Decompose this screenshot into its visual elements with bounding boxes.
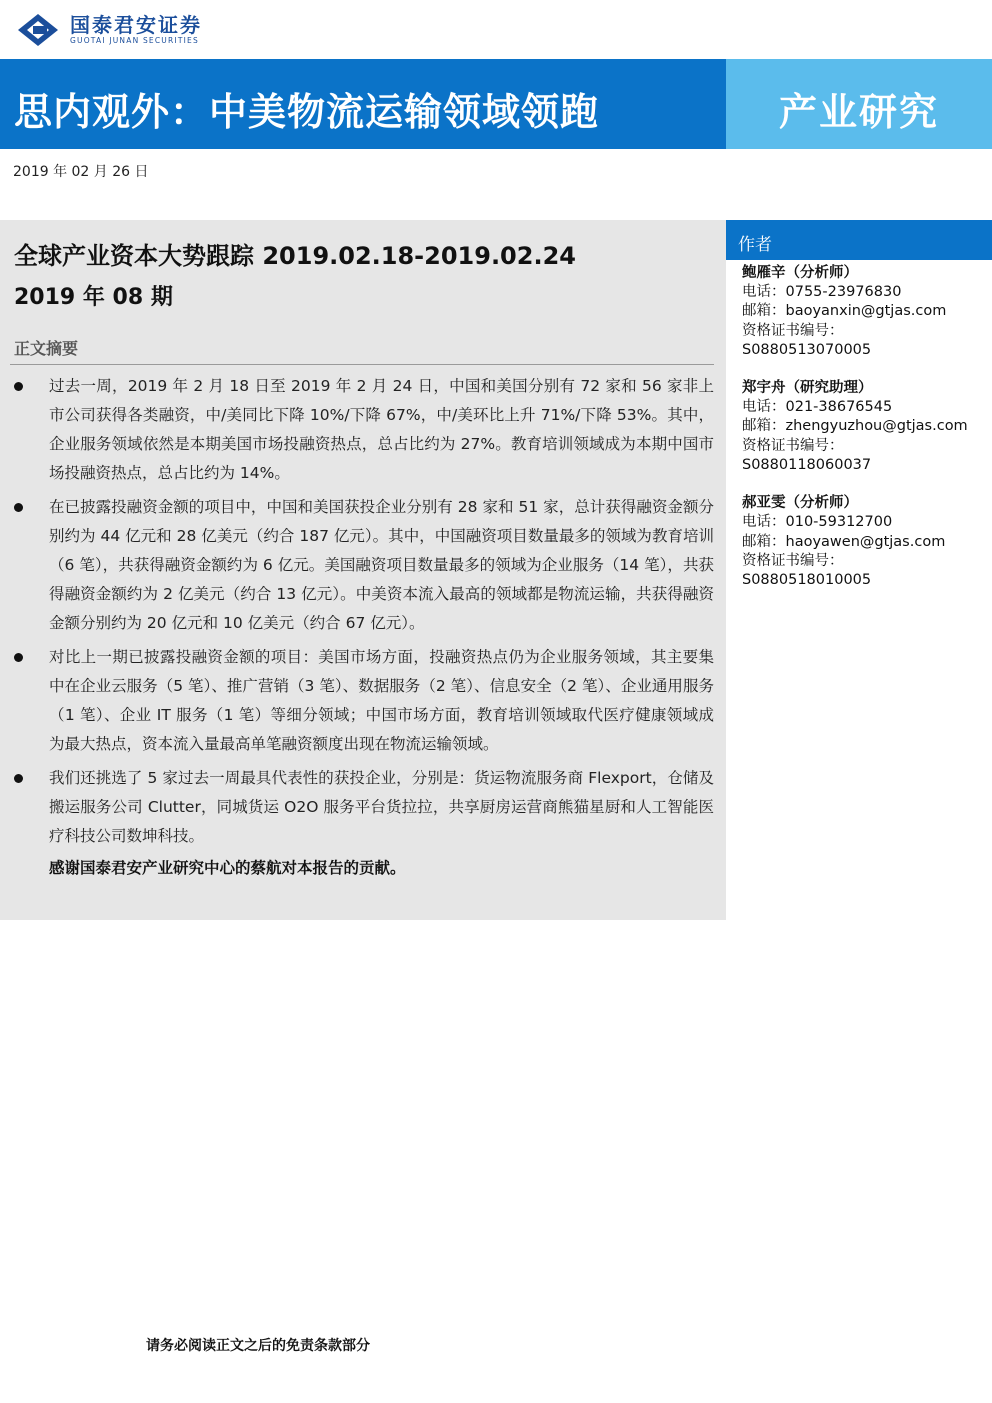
summary-text: 对比上一期已披露投融资金额的项目：美国市场方面，投融资热点仍为企业服务领域，其主要集中在企业云服务（5 笔）、推广营销（3 笔）、数据服务（2 笔）、信息安全（2 笔）、企业通用服务（1 笔）、企业 IT 服务（1 笔）等细分领域；中国市场方面，教育培训领域取代医疗健康领域成为最大热点，资本流入量最高单笔融资额度出现在物流运输领域。 (49, 648, 714, 753)
report-date: 2019 年 02 月 26 日 (13, 164, 149, 180)
bullet-icon (14, 774, 23, 783)
company-name-en: GUOTAI JUNAN SECURITIES (70, 36, 199, 45)
author-card (742, 379, 990, 475)
summary-text: 我们还挑选了 5 家过去一周最具代表性的获投企业，分别是：货运物流服务商 Flexport，仓储及搬运服务公司 Clutter，同城货运 O2O 服务平台货拉拉，共享厨房运营商熊猫星厨和人工智能医疗科技公司数坤科技。 (49, 769, 714, 845)
authors-header-label: 作者 (738, 235, 772, 255)
author-phone: 电话：0755-23976830 (742, 284, 902, 300)
summary-item (0, 643, 726, 759)
summary-item (0, 493, 726, 638)
author-email[interactable]: 邮箱：baoyanxin@gtjas.com (742, 303, 947, 320)
author-phone: 电话：021-38676545 (742, 399, 893, 416)
category-banner (726, 59, 992, 149)
summary-text: 在已披露投融资金额的项目中，中国和美国获投企业分别有 28 家和 51 家，总计获得融资金额分别约为 44 亿元和 28 亿美元（约合 187 亿元）。其中，中国融资项目数量最多的领域为教育培训（6 笔），共获得融资金额约为 6 亿元。美国融资项目数量最多的领域为企业服务（14 笔），共获得融资金额约为 2 亿美元（约合 13 亿元）。中美资本流入最高的领域都是物流运输，共获得融资金额分别约为 20 亿元和 10 亿美元（约合 67 亿元）。 (49, 498, 714, 632)
report-title: 全球产业资本大势跟踪 2019.02.18-2019.02.24 (14, 242, 576, 270)
author-name: 郑宇舟（研究助理） (742, 380, 873, 397)
bullet-icon (14, 653, 23, 662)
author-cert-number: S0880118060037 (742, 457, 872, 474)
summary-panel (0, 220, 726, 920)
author-phone: 电话：010-59312700 (742, 514, 893, 531)
company-logo (14, 12, 202, 48)
category-label: 产业研究 (778, 90, 939, 134)
banner-title: 思内观外：中美物流运输领域领跑 (14, 90, 600, 134)
author-cert-number: S0880513070005 (742, 341, 872, 358)
section-divider (10, 364, 714, 365)
author-cert-label: 资格证书编号： (742, 437, 844, 454)
author-card (742, 494, 990, 590)
company-name-cn: 国泰君安证券 (70, 13, 202, 37)
author-cert-label: 资格证书编号： (742, 322, 844, 339)
section-label: 正文摘要 (14, 339, 79, 358)
bullet-icon (14, 382, 23, 391)
author-cert-label: 资格证书编号： (742, 552, 844, 569)
authors-list (742, 264, 990, 610)
author-card (742, 264, 990, 360)
report-issue: 2019 年 08 期 (14, 285, 173, 310)
guotai-junan-logo-icon (14, 12, 62, 48)
author-cert-number: S0880518010005 (742, 572, 872, 589)
acknowledgement: 感谢国泰君安产业研究中心的蔡航对本报告的贡献。 (49, 859, 406, 877)
author-name: 郝亚雯（分析师） (742, 495, 858, 512)
summary-text: 过去一周，2019 年 2 月 18 日至 2019 年 2 月 24 日，中国和美国分别有 72 家和 56 家非上市公司获得各类融资，中/美同比下降 10%/下降 67%，中/美环比上升 71%/下降 53%。其中，企业服务领域依然是本期美国市场投融资热点，总占比约为 27%。教育培训领域成为本期中国市场投融资热点，总占比约为 14%。 (49, 377, 714, 482)
summary-item (0, 764, 726, 851)
summary-list (0, 372, 726, 856)
author-email[interactable]: 邮箱：haoyawen@gtjas.com (742, 533, 946, 550)
summary-item (0, 372, 726, 488)
footer-disclaimer: 请务必阅读正文之后的免责条款部分 (146, 1338, 370, 1354)
authors-header (726, 220, 992, 260)
title-banner (0, 59, 726, 149)
bullet-icon (14, 503, 23, 512)
author-email[interactable]: 邮箱：zhengyuzhou@gtjas.com (742, 418, 968, 435)
author-name: 鲍雁辛（分析师） (742, 265, 858, 281)
